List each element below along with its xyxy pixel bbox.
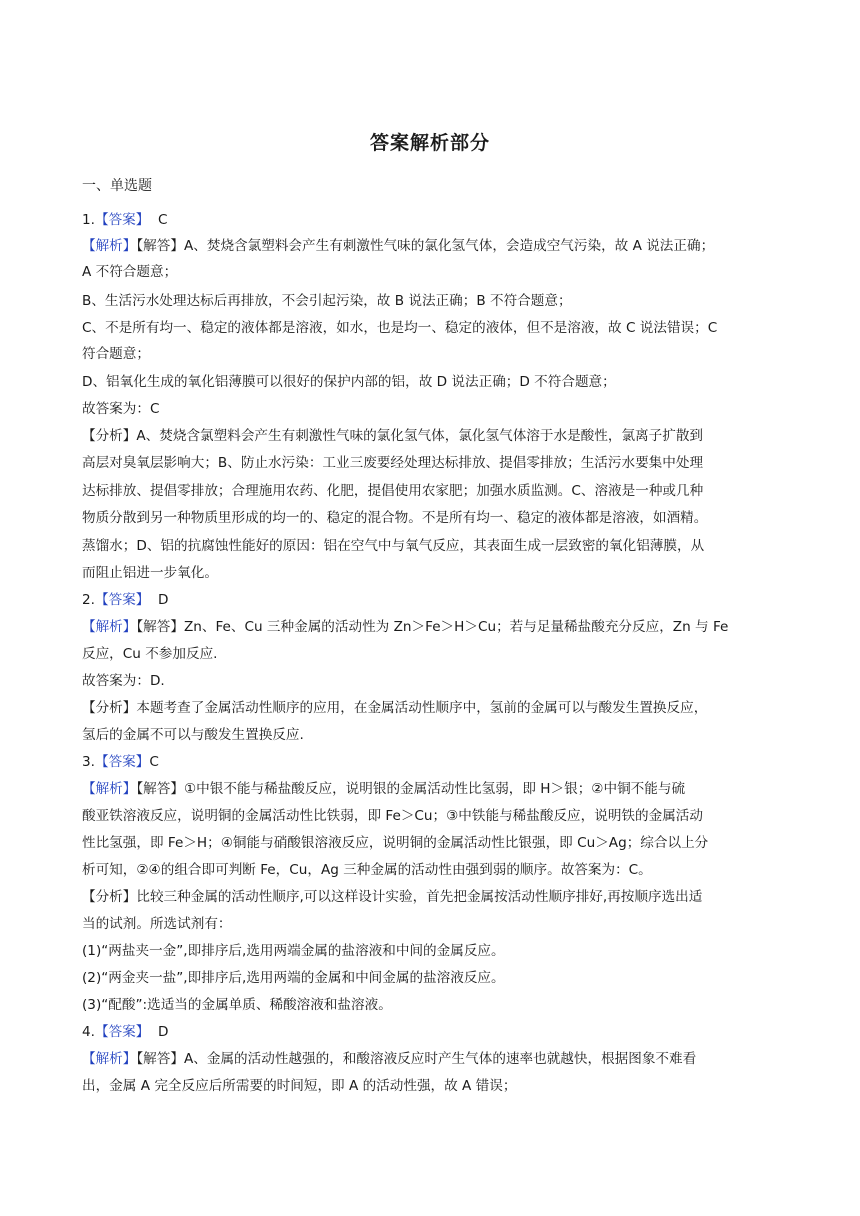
q3-analysis-line-2: 当的试剂。所选试剂有：: [82, 916, 232, 932]
q1-analysis-text-1: A、焚烧含氯塑料会产生有刺激性气味的氯化氢气体，氯化氢气体溶于水是酸性，氯离子扩散到: [136, 428, 704, 444]
q3-analysis-tag: 【分析】: [82, 889, 137, 905]
q4-explain-line-2: 出，金属 A 完全反应后所需要的时间短，即 A 的活动性强，故 A 错误；: [82, 1078, 517, 1094]
q1-number: 1.: [82, 212, 95, 228]
q3-explain-text-1: ①中银不能与稀盐酸反应，说明银的金属活动性比氢弱，即 H＞银；②中铜不能与硫: [183, 781, 686, 797]
q4-answer-line: [82, 1019, 782, 1045]
q2-explain-text-1: Zn、Fe、Cu 三种金属的活动性为 Zn＞Fe＞H＞Cu；若与足量稀盐酸充分反应，Zn 与 Fe: [183, 619, 729, 635]
q3-explain-line-2: 酸亚铁溶液反应，说明铜的金属活动性比铁弱，即 Fe＞Cu；③中铁能与稀盐酸反应，说明铁的金属活动: [82, 808, 703, 824]
q3-number: 3.: [82, 754, 95, 770]
q4-solution-tag: 【解答】: [136, 1051, 184, 1067]
q1-analysis-line-4: 物质分散到另一种物质里形成的均一的、稳定的混合物。不是所有均一、稳定的液体都是溶液，如酒精。: [82, 510, 708, 526]
q3-explain-line-3: 性比氢强，即 Fe＞H；④铜能与硝酸银溶液反应，说明铜的金属活动性比银强，即 Cu＞Ag；综合以上分: [82, 835, 709, 851]
q1-analysis-line-2: 高层对臭氧层影响大；B、防止水污染：工业三废要经处理达标排放、提倡零排放；生活污水要集中处理: [82, 455, 704, 471]
q4-answer-value: D: [158, 1024, 169, 1040]
section-heading: 一、单选题: [82, 178, 152, 194]
q3-explain-line-1: [82, 776, 782, 802]
q4-explain-line-1: [82, 1046, 782, 1072]
q3-explain-tag: 【解析】: [82, 781, 137, 797]
q3-solution-tag: 【解答】: [136, 781, 184, 797]
q3-analysis-line-3: (1)“两盐夹一金”,即排序后,选用两端金属的盐溶液和中间的金属反应。: [82, 943, 505, 959]
q2-answer-line: [82, 587, 782, 613]
q2-number: 2.: [82, 592, 95, 608]
q2-analysis-line-1: [82, 695, 782, 721]
q3-analysis-line-1: [82, 884, 782, 910]
q1-answer-line: [82, 207, 782, 233]
q2-analysis-tag: 【分析】: [82, 700, 137, 716]
q3-analysis-line-5: (3)“配酸”:选适当的金属单质、稀酸溶液和盐溶液。: [82, 997, 392, 1013]
q1-conclusion: 故答案为：C: [82, 401, 160, 417]
q1-explain-line-4: C、不是所有均一、稳定的液体都是溶液，如水，也是均一、稳定的液体，但不是溶液，故 C 说法错误；C: [82, 320, 718, 336]
q2-solution-tag: 【解答】: [136, 619, 184, 635]
q3-analysis-text-1: 比较三种金属的活动性顺序,可以这样设计实验，首先把金属按活动性顺序排好,再按顺序选出适: [136, 889, 703, 905]
q1-analysis-line-1: [82, 423, 782, 449]
q1-analysis-tag: 【分析】: [82, 428, 137, 444]
page-title: 答案解析部分: [369, 132, 490, 154]
q4-explain-text-1: A、金属的活动性越强的，和酸溶液反应时产生气体的速率也就越快，根据图象不难看: [183, 1051, 697, 1067]
q2-explain-line-2: 反应，Cu 不参加反应.: [82, 646, 218, 662]
q1-analysis-line-3: 达标排放、提倡零排放；合理施用农药、化肥，提倡使用农家肥；加强水质监测。C、溶液是一种或几种: [82, 483, 704, 499]
q2-conclusion: 故答案为：D.: [82, 673, 165, 689]
q1-explain-line-5: 符合题意；: [82, 346, 150, 362]
q4-number: 4.: [82, 1024, 95, 1040]
q2-answer-value: D: [158, 592, 169, 608]
q3-answer-line: [82, 749, 782, 775]
q4-answer-tag: 【答案】: [94, 1024, 150, 1040]
q3-answer-value: C: [149, 754, 159, 770]
q1-explain-line-3: B、生活污水处理达标后再排放，不会引起污染，故 B 说法正确；B 不符合题意；: [82, 293, 572, 309]
q1-explain-line-1: [82, 233, 782, 259]
q1-explain-tag: 【解析】: [82, 238, 137, 254]
q2-analysis-line-2: 氢后的金属不可以与酸发生置换反应.: [82, 727, 304, 743]
q3-analysis-line-4: (2)“两金夹一盐”,即排序后,选用两端的金属和中间金属的盐溶液反应。: [82, 970, 505, 986]
q3-answer-tag: 【答案】: [94, 754, 150, 770]
q1-answer-value: C: [158, 212, 168, 228]
q2-analysis-text-1: 本题考查了金属活动性顺序的应用，在金属活动性顺序中，氢前的金属可以与酸发生置换反应，: [136, 700, 708, 716]
q1-explain-line-2: A 不符合题意；: [82, 264, 178, 280]
q1-explain-line-6: D、铝氧化生成的氧化铝薄膜可以很好的保护内部的铝，故 D 说法正确；D 不符合题意；: [82, 374, 616, 390]
q1-answer-tag: 【答案】: [94, 212, 150, 228]
q1-explain-text-1: A、焚烧含氯塑料会产生有刺激性气味的氯化氢气体，会造成空气污染，故 A 说法正确；: [183, 238, 715, 254]
q1-analysis-line-6: 而阻止铝进一步氧化。: [82, 565, 218, 581]
q3-explain-line-4: 析可知，②④的组合即可判断 Fe，Cu，Ag 三种金属的活动性由强到弱的顺序。故答案为：C。: [82, 862, 652, 878]
q1-analysis-line-5: 蒸馏水；D、铝的抗腐蚀性能好的原因：铝在空气中与氧气反应，其表面生成一层致密的氧化铝薄膜，从: [82, 538, 705, 554]
q4-explain-tag: 【解析】: [82, 1051, 137, 1067]
q2-explain-tag: 【解析】: [82, 619, 137, 635]
q2-explain-line-1: [82, 614, 782, 640]
q1-solution-tag: 【解答】: [136, 238, 184, 254]
q2-answer-tag: 【答案】: [94, 592, 150, 608]
